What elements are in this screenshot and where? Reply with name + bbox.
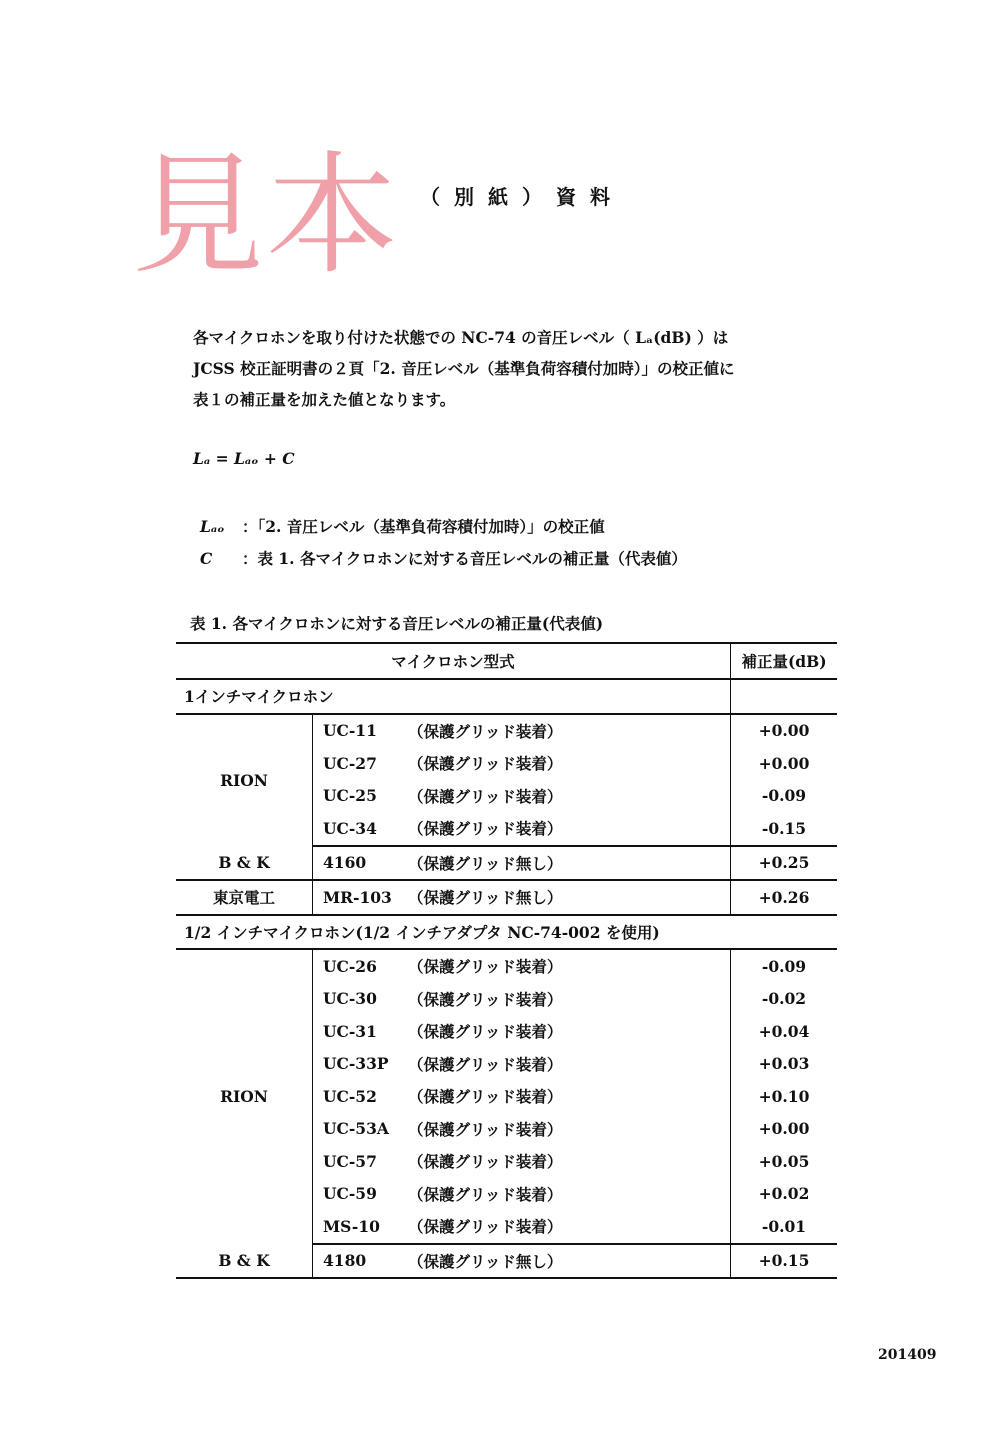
definition-c xyxy=(200,543,687,575)
section-row xyxy=(176,915,837,950)
intro-line-3: 表１の補正量を加えた値となります。 xyxy=(193,390,456,409)
model: MR-103 xyxy=(313,880,409,915)
table-row xyxy=(176,714,837,748)
maker-rion: RION xyxy=(176,714,313,846)
value: +0.00 xyxy=(731,714,838,748)
value: -0.09 xyxy=(731,949,838,983)
model: UC-27 xyxy=(323,753,377,773)
intro-paragraph xyxy=(193,322,843,415)
note: （保護グリッド装着） xyxy=(408,812,731,846)
value: -0.15 xyxy=(731,812,838,846)
model: UC-26 xyxy=(323,956,377,976)
note: （保護グリッド装着） xyxy=(408,754,563,774)
maker-bk: B & K xyxy=(176,846,313,881)
model: UC-53A xyxy=(323,1119,389,1139)
definitions xyxy=(200,511,687,575)
model: UC-25 xyxy=(323,786,377,806)
table-row xyxy=(176,949,837,983)
maker-bk: B & K xyxy=(176,1244,313,1279)
header-value: 補正量(dB) xyxy=(731,643,838,679)
note: （保護グリッド装着） xyxy=(408,1087,563,1107)
model: UC-52 xyxy=(323,1086,377,1106)
value: +0.15 xyxy=(731,1244,838,1279)
maker-rion: RION xyxy=(176,949,313,1244)
value: +0.03 xyxy=(731,1048,838,1081)
note: （保護グリッド無し） xyxy=(408,846,731,881)
document-heading: （別紙）資料 xyxy=(420,185,624,209)
value: +0.00 xyxy=(731,747,838,780)
correction-table xyxy=(176,642,837,1279)
note: （保護グリッド装着） xyxy=(408,957,563,977)
model: UC-34 xyxy=(313,812,409,846)
note: （保護グリッド装着） xyxy=(408,721,563,741)
value: +0.25 xyxy=(731,846,838,881)
value: +0.10 xyxy=(731,1080,838,1113)
formula: Lₐ = Lₐₒ + C xyxy=(193,449,295,468)
value: -0.01 xyxy=(731,1210,838,1244)
note: （保護グリッド装着） xyxy=(408,1054,563,1074)
note: （保護グリッド装着） xyxy=(408,786,563,806)
value: +0.26 xyxy=(731,880,838,915)
note: （保護グリッド装着） xyxy=(408,1210,731,1244)
section-title: 1/2 インチマイクロホン(1/2 インチアダプタ NC-74-002 を使用) xyxy=(176,915,837,950)
section-title: 1インチマイクロホン xyxy=(176,679,731,714)
definition-lao xyxy=(200,511,687,543)
model: UC-57 xyxy=(323,1151,377,1171)
model: UC-30 xyxy=(323,989,377,1009)
table-row xyxy=(176,1244,837,1279)
value: +0.05 xyxy=(731,1145,838,1178)
model: MS-10 xyxy=(313,1210,409,1244)
definition-symbol: Lₐₒ xyxy=(200,517,225,536)
header-model: マイクロホン型式 xyxy=(176,643,731,679)
definition-text: ：表 1. 各マイクロホンに対する音圧レベルの補正量（代表値） xyxy=(242,549,687,568)
intro-line-2: JCSS 校正証明書の２頁「2. 音圧レベル（基準負荷容積付加時）」の校正値に xyxy=(193,359,735,378)
table-header-row xyxy=(176,643,837,679)
sample-watermark: 見本 xyxy=(132,139,400,293)
maker-tokyo: 東京電工 xyxy=(176,880,313,915)
note: （保護グリッド装着） xyxy=(408,1119,563,1139)
note: （保護グリッド装着） xyxy=(408,1152,563,1172)
section-row xyxy=(176,679,837,714)
table-caption: 表 1. 各マイクロホンに対する音圧レベルの補正量(代表値) xyxy=(190,614,604,633)
model: UC-33P xyxy=(323,1054,389,1074)
value: -0.09 xyxy=(731,780,838,813)
value: -0.02 xyxy=(731,983,838,1016)
definition-text: ：「2. 音圧レベル（基準負荷容積付加時）」の校正値 xyxy=(242,517,605,536)
model: UC-31 xyxy=(323,1021,377,1041)
model: UC-59 xyxy=(323,1184,377,1204)
note: （保護グリッド装着） xyxy=(408,989,563,1009)
model: 4180 xyxy=(313,1244,409,1279)
value: +0.02 xyxy=(731,1178,838,1211)
footer-code: 201409 xyxy=(878,1347,937,1363)
table-row xyxy=(176,880,837,915)
note: （保護グリッド無し） xyxy=(408,1244,731,1279)
note: （保護グリッド装着） xyxy=(408,1184,563,1204)
value: +0.04 xyxy=(731,1015,838,1048)
note: （保護グリッド無し） xyxy=(408,880,731,915)
value: +0.00 xyxy=(731,1113,838,1146)
model: 4160 xyxy=(313,846,409,881)
intro-line-1: 各マイクロホンを取り付けた状態での NC-74 の音圧レベル（ Lₐ(dB) ）は xyxy=(193,328,729,347)
model: UC-11 xyxy=(323,721,377,741)
note: （保護グリッド装着） xyxy=(408,1022,563,1042)
definition-symbol: C xyxy=(200,549,213,568)
table-row xyxy=(176,846,837,881)
